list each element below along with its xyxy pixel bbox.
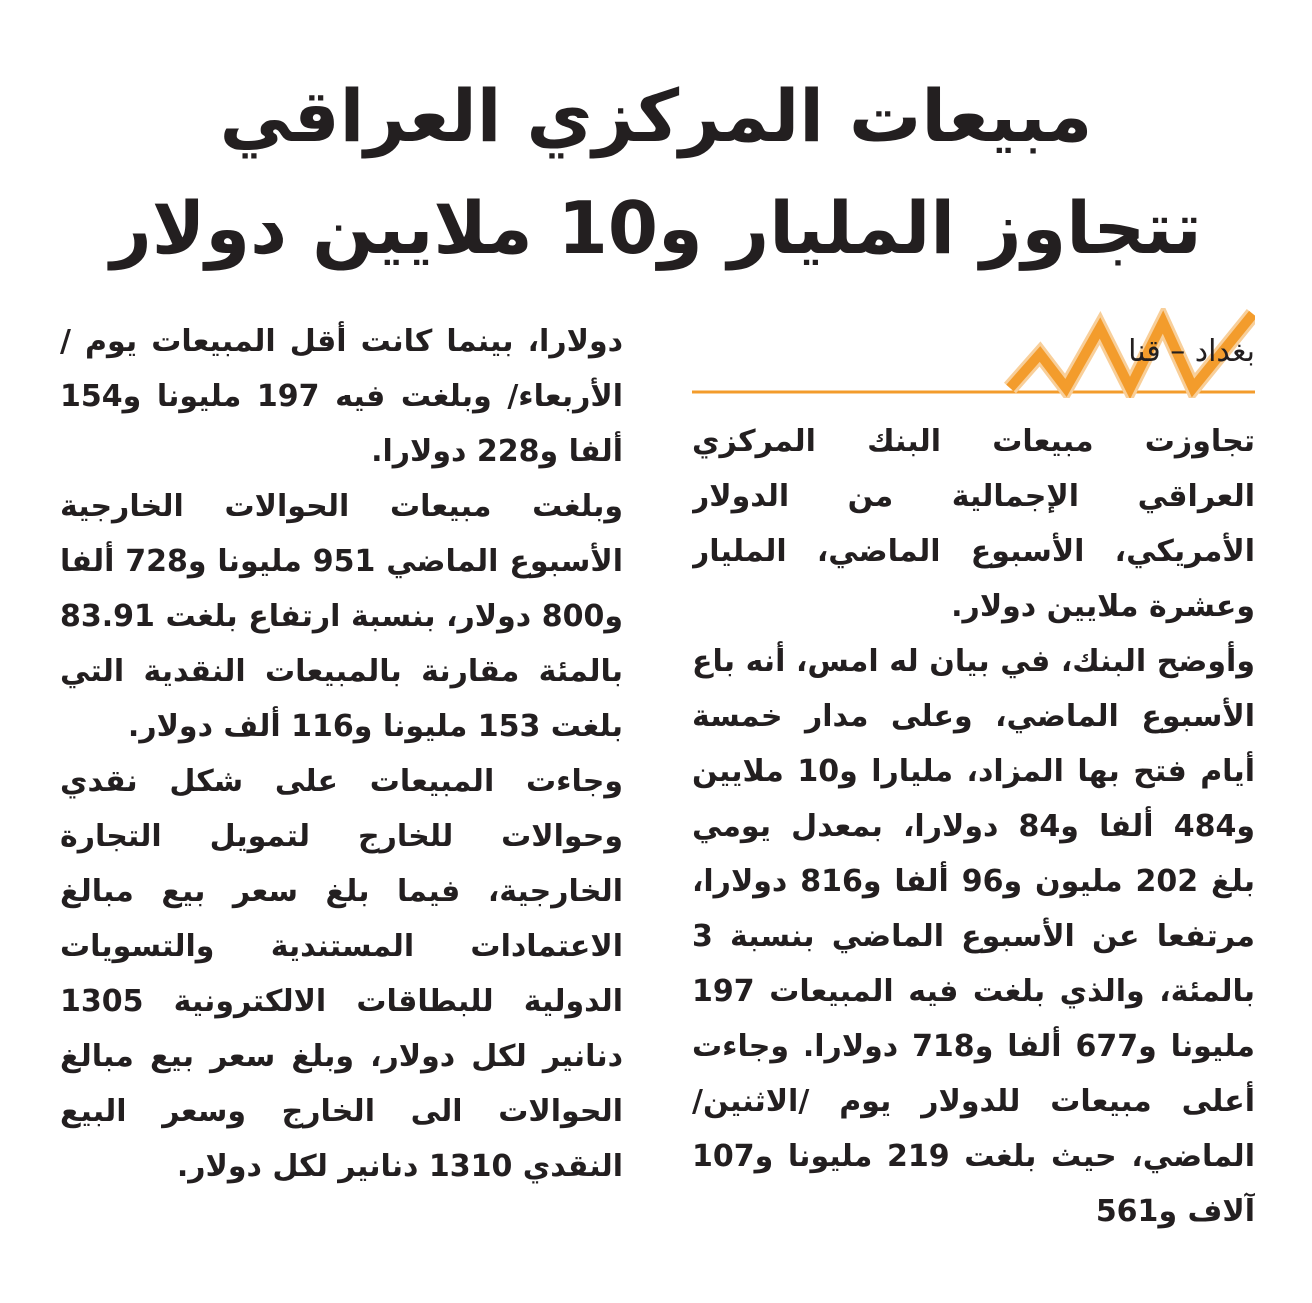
article-column-left bbox=[60, 314, 623, 1234]
paragraph: وبلغت مبيعات الحوالات الخارجية الأسبوع الماضي 951 مليونا و728 ألفا و800 دولار، بنسبة ارتفاع بلغت 83.91 بالمئة مقارنة بالمبيعات النقدية التي بلغت 153 مليونا و116 ألف دولار. bbox=[60, 489, 623, 744]
headline-line-2: تتجاوز المليار و10 ملايين دولار bbox=[110, 186, 1202, 270]
headline-line-1: مبيعات المركزي العراقي bbox=[219, 74, 1093, 158]
paragraph: دولارا، بينما كانت أقل المبيعات يوم /الأربعاء/ وبلغت فيه 197 مليونا و154 ألفا و228 دولارا. bbox=[60, 324, 623, 469]
byline: بغداد – قنا bbox=[1128, 334, 1255, 369]
article-headline bbox=[40, 60, 1272, 284]
paragraph: وجاءت المبيعات على شكل نقدي وحوالات للخارج لتمويل التجارة الخارجية، فيما بلغ سعر بيع مبالغ الاعتمادات المستندية والتسويات الدولية للبطاقات الالكترونية 1305 دنانير لكل دولار، وبلغ سعر بيع مبالغ الحوالات الى الخارج وسعر البيع النقدي 1310 دنانير لكل دولار. bbox=[60, 764, 623, 1184]
paragraph: وأوضح البنك، في بيان له امس، أنه باع الأسبوع الماضي، وعلى مدار خمسة أيام فتح بها المزاد، مليارا و10 ملايين و484 ألفا و84 دولارا، بمعدل يومي بلغ 202 مليون و96 ألفا و816 دولارا، مرتفعا عن الأسبوع الماضي بنسبة 3 بالمئة، والذي بلغت فيه المبيعات 197 مليونا و677 ألفا و718 دولارا. وجاءت أعلى مبيعات للدولار يوم /الاثنين/ الماضي، حيث بلغت 219 مليونا و107 آلاف و561 bbox=[692, 644, 1255, 1229]
paragraph: تجاوزت مبيعات البنك المركزي العراقي الإجمالية من الدولار الأمريكي، الأسبوع الماضي، المليار وعشرة ملايين دولار. bbox=[692, 424, 1255, 624]
article-column-right bbox=[692, 414, 1255, 1234]
byline-block bbox=[692, 308, 1255, 398]
